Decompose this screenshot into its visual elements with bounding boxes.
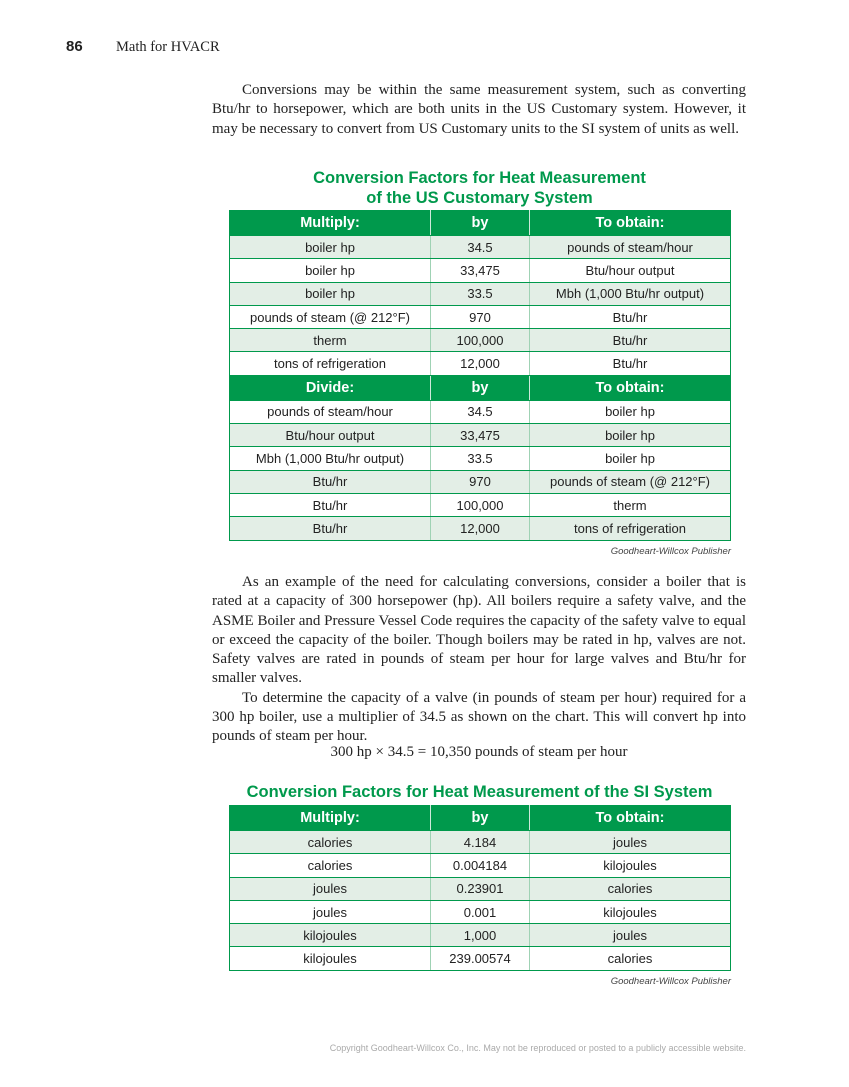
table-cell: joules xyxy=(230,877,431,900)
column-header: Multiply: xyxy=(230,211,431,236)
table-row xyxy=(230,447,731,470)
column-header: by xyxy=(431,806,530,831)
table-row xyxy=(230,470,731,493)
table-cell: boiler hp xyxy=(230,259,431,282)
table-cell: Mbh (1,000 Btu/hr output) xyxy=(230,447,431,470)
table-cell: 239.00574 xyxy=(431,947,530,970)
table-row xyxy=(230,924,731,947)
table-row xyxy=(230,854,731,877)
table-cell: 33,475 xyxy=(431,424,530,447)
table-cell: Btu/hr xyxy=(530,329,731,352)
table1-title xyxy=(229,168,730,208)
paragraph-3: To determine the capacity of a valve (in pounds of steam per hour) required for a 300 hp boiler, use a multiplier of 34.5 as shown on the chart. This will convert hp into pounds of steam per hour. xyxy=(212,689,746,745)
table1-credit: Goodheart-Willcox Publisher xyxy=(610,546,731,557)
table1-title-line1: Conversion Factors for Heat Measurement xyxy=(313,169,646,187)
table-cell: 12,000 xyxy=(431,517,530,540)
table-cell: joules xyxy=(530,831,731,854)
table-cell: calories xyxy=(230,854,431,877)
paragraph-1: Conversions may be within the same measurement system, such as converting Btu/hr to horsepower, which are both units in the US Customary system. However, it may be necessary to convert from US Customary units to the SI system of units as well. xyxy=(212,82,746,137)
table-cell: pounds of steam/hour xyxy=(530,236,731,259)
table-cell: Btu/hr xyxy=(230,470,431,493)
table-cell: boiler hp xyxy=(530,447,731,470)
table-cell: 970 xyxy=(431,305,530,328)
equation: 300 hp × 34.5 = 10,350 pounds of steam per hour xyxy=(330,744,628,760)
table-cell: 33.5 xyxy=(431,282,530,305)
table-cell: 4.184 xyxy=(431,831,530,854)
table-row xyxy=(230,259,731,282)
table-cell: 0.001 xyxy=(431,900,530,923)
table-row xyxy=(230,900,731,923)
copyright-footer: Copyright Goodheart-Willcox Co., Inc. May not be reproduced or posted to a publicly accessible website. xyxy=(329,1043,746,1053)
table-cell: boiler hp xyxy=(230,282,431,305)
column-header: Multiply: xyxy=(230,806,431,831)
table-cell: Btu/hour output xyxy=(530,259,731,282)
table-cell: 33.5 xyxy=(431,447,530,470)
column-header: by xyxy=(431,375,530,400)
table-cell: 12,000 xyxy=(431,352,530,375)
table-cell: 0.23901 xyxy=(431,877,530,900)
table-cell: kilojoules xyxy=(530,900,731,923)
column-header: by xyxy=(431,211,530,236)
table-cell: Btu/hr xyxy=(530,305,731,328)
table-cell: calories xyxy=(530,877,731,900)
table-cell: joules xyxy=(230,900,431,923)
table-cell: kilojoules xyxy=(530,854,731,877)
column-header: To obtain: xyxy=(530,375,731,400)
table-row xyxy=(230,877,731,900)
table-header-row xyxy=(230,806,731,831)
si-table xyxy=(229,805,731,971)
table-cell: tons of refrigeration xyxy=(230,352,431,375)
example-paragraphs xyxy=(212,573,746,747)
table-row xyxy=(230,517,731,540)
column-header: To obtain: xyxy=(530,806,731,831)
table-cell: Btu/hour output xyxy=(230,424,431,447)
us-customary-table xyxy=(229,210,731,541)
table-header-row xyxy=(230,375,731,400)
table-cell: boiler hp xyxy=(530,424,731,447)
table-cell: Btu/hr xyxy=(530,352,731,375)
table-cell: boiler hp xyxy=(230,236,431,259)
table-cell: Mbh (1,000 Btu/hr output) xyxy=(530,282,731,305)
table1-title-line2: of the US Customary System xyxy=(366,189,593,207)
table-cell: kilojoules xyxy=(230,947,431,970)
table-row xyxy=(230,329,731,352)
table-row xyxy=(230,352,731,375)
intro-paragraph xyxy=(212,81,746,139)
table-cell: 100,000 xyxy=(431,493,530,516)
table-header-row xyxy=(230,211,731,236)
table-cell: 100,000 xyxy=(431,329,530,352)
table-row xyxy=(230,236,731,259)
table-row xyxy=(230,400,731,423)
table-cell: Btu/hr xyxy=(230,493,431,516)
table-cell: pounds of steam (@ 212°F) xyxy=(530,470,731,493)
table-row xyxy=(230,282,731,305)
table-row xyxy=(230,831,731,854)
table-cell: 34.5 xyxy=(431,400,530,423)
table-cell: 1,000 xyxy=(431,924,530,947)
column-header: Divide: xyxy=(230,375,431,400)
table-cell: pounds of steam (@ 212°F) xyxy=(230,305,431,328)
table-row xyxy=(230,305,731,328)
table-cell: 33,475 xyxy=(431,259,530,282)
table-cell: Btu/hr xyxy=(230,517,431,540)
table-row xyxy=(230,947,731,970)
table-cell: tons of refrigeration xyxy=(530,517,731,540)
table-cell: calories xyxy=(230,831,431,854)
table-row xyxy=(230,493,731,516)
page-number: 86 xyxy=(66,38,83,55)
table2-title: Conversion Factors for Heat Measurement of the SI System xyxy=(246,783,713,801)
table-cell: therm xyxy=(530,493,731,516)
table2-credit: Goodheart-Willcox Publisher xyxy=(610,976,731,987)
table-cell: boiler hp xyxy=(530,400,731,423)
table-row xyxy=(230,424,731,447)
running-title: Math for HVACR xyxy=(116,39,220,55)
table-cell: calories xyxy=(530,947,731,970)
table-cell: therm xyxy=(230,329,431,352)
paragraph-2: As an example of the need for calculating conversions, consider a boiler that is rated at a capacity of 300 horsepower (hp). All boilers require a safety valve, and the ASME Boiler and Pressure Vessel Code requires the capacity of the safety valve to equal or exceed the capacity of the boiler. Though boilers may be rated in hp, valves are not. Safety valves are rated in pounds of steam per hour for large valves and Btu/hr for smaller valves. xyxy=(212,574,746,687)
column-header: To obtain: xyxy=(530,211,731,236)
table-cell: 0.004184 xyxy=(431,854,530,877)
table-cell: pounds of steam/hour xyxy=(230,400,431,423)
table-cell: kilojoules xyxy=(230,924,431,947)
table-cell: 34.5 xyxy=(431,236,530,259)
table-cell: joules xyxy=(530,924,731,947)
table-cell: 970 xyxy=(431,470,530,493)
